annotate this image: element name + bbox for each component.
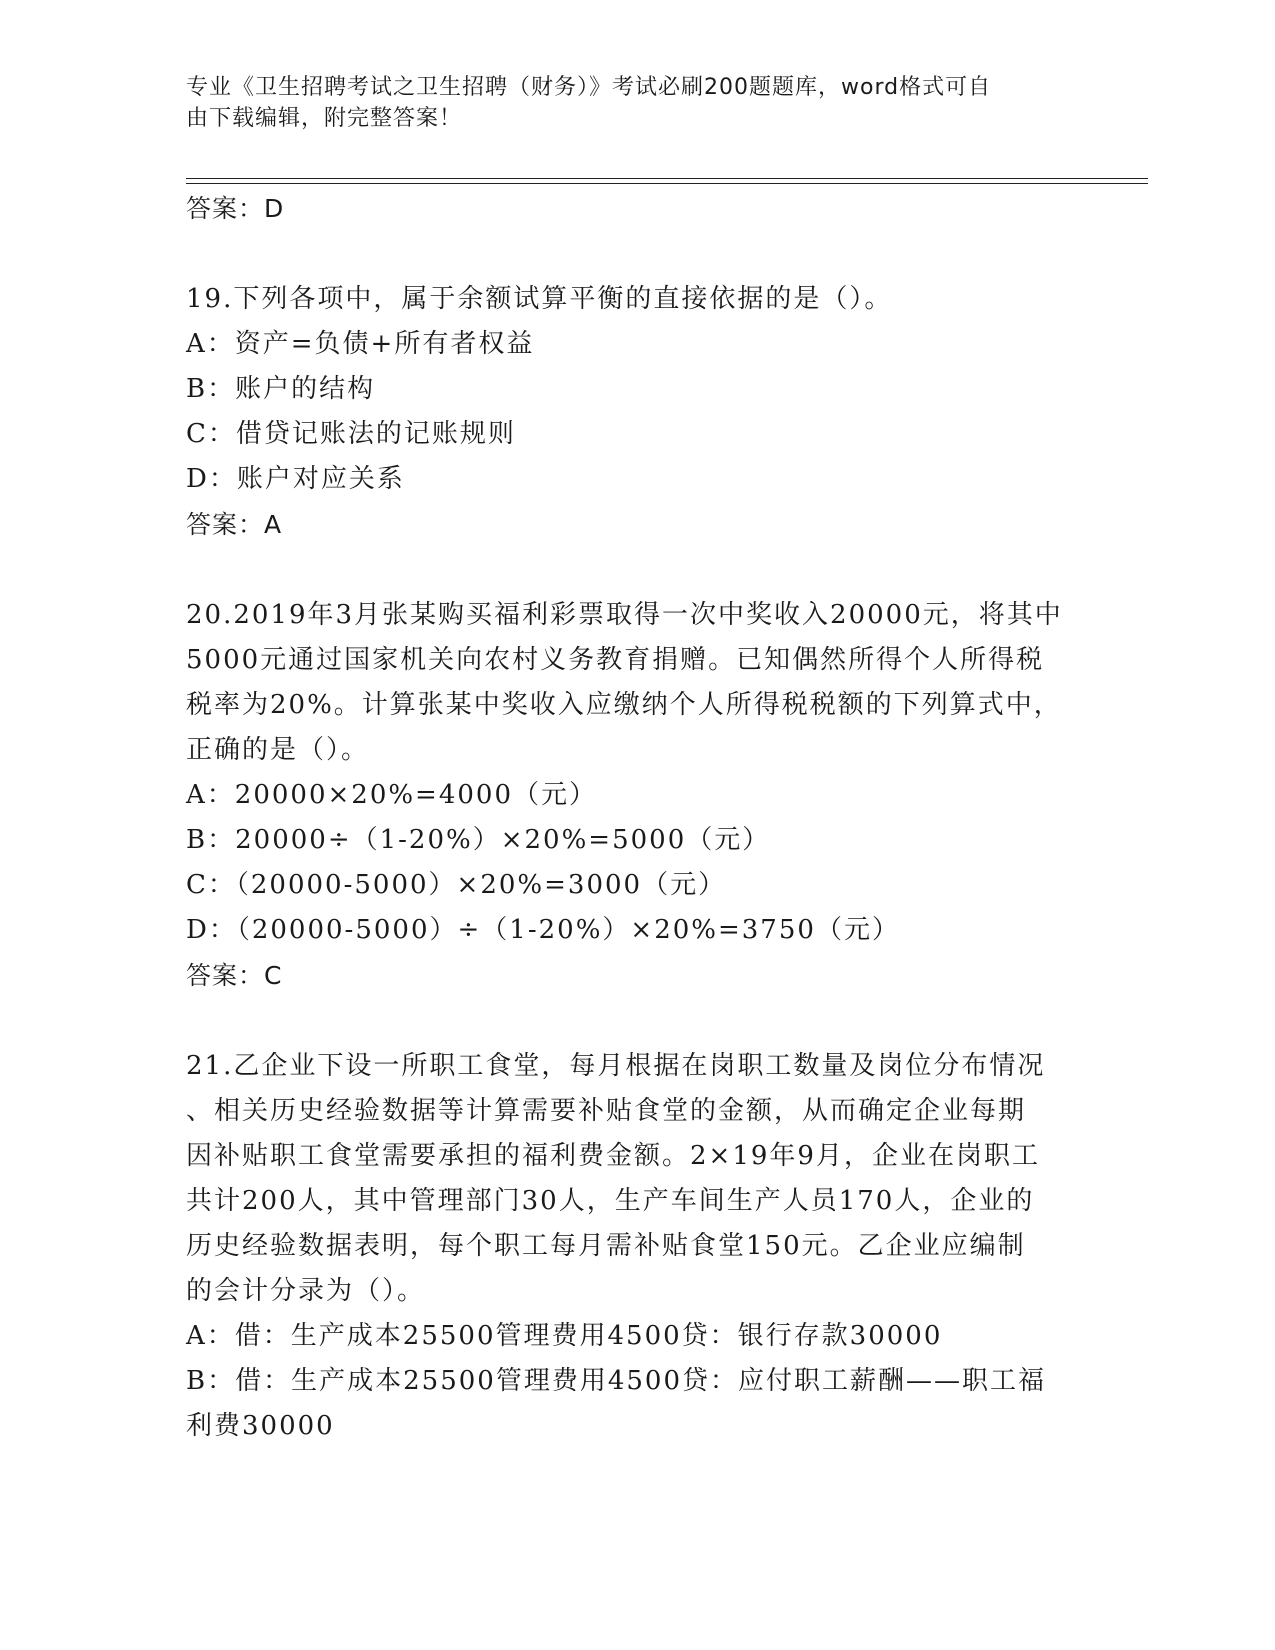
question-text-line: 历史经验数据表明，每个职工每月需补贴食堂150元。乙企业应编制 bbox=[186, 1231, 1026, 1261]
question-text-line: 因补贴职工食堂需要承担的福利费金额。2×19年9月，企业在岗职工 bbox=[186, 1141, 1040, 1171]
question-19 bbox=[186, 277, 1086, 547]
option-a: A：20000×20%=4000（元） bbox=[186, 780, 598, 810]
option-d: D：（20000-5000）÷（1-20%）×20%=3750（元） bbox=[186, 915, 900, 945]
option-b: B：借：生产成本25500管理费用4500贷：应付职工薪酬——职工福 bbox=[186, 1366, 1046, 1396]
header-line: 专业《卫生招聘考试之卫生招聘（财务）》考试必刷200题题库，word格式可自 bbox=[186, 75, 992, 100]
question-text-line: 正确的是（）。 bbox=[186, 735, 370, 765]
option-a: A：借：生产成本25500管理费用4500贷：银行存款30000 bbox=[186, 1321, 943, 1351]
option-b: B：账户的结构 bbox=[186, 374, 376, 404]
option-b-continued: 利费30000 bbox=[186, 1411, 335, 1441]
header-divider bbox=[186, 178, 1148, 179]
question-text-line: 税率为20%。计算张某中奖收入应缴纳个人所得税税额的下列算式中， bbox=[186, 690, 1062, 720]
answer-label: 答案：D bbox=[186, 194, 285, 223]
question-text-line: 5000元通过国家机关向农村义务教育捐赠。已知偶然所得个人所得税 bbox=[186, 645, 1045, 675]
question-text: 19.下列各项中，属于余额试算平衡的直接依据的是（）。 bbox=[186, 284, 893, 314]
document-header bbox=[186, 72, 1066, 134]
question-text-line: 的会计分录为（）。 bbox=[186, 1276, 426, 1306]
question-text-line: 21.乙企业下设一所职工食堂，每月根据在岗职工数量及岗位分布情况 bbox=[186, 1051, 1046, 1081]
question-text-line: 共计200人，其中管理部门30人，生产车间生产人员170人，企业的 bbox=[186, 1186, 1035, 1216]
answer-label: 答案：A bbox=[186, 510, 283, 539]
option-c: C：（20000-5000）×20%=3000（元） bbox=[186, 870, 727, 900]
question-text-line: 、相关历史经验数据等计算需要补贴食堂的金额，从而确定企业每期 bbox=[186, 1096, 1027, 1126]
header-divider bbox=[186, 183, 1148, 184]
question-20 bbox=[186, 593, 1086, 998]
header-line: 由下载编辑，附完整答案！ bbox=[186, 106, 463, 131]
question-text-line: 20.2019年3月张某购买福利彩票取得一次中奖收入20000元，将其中 bbox=[186, 600, 1063, 630]
answer-label: 答案：C bbox=[186, 961, 283, 990]
option-a: A：资产=负债+所有者权益 bbox=[186, 329, 535, 359]
option-c: C：借贷记账法的记账规则 bbox=[186, 419, 516, 449]
question-21 bbox=[186, 1044, 1086, 1449]
option-d: D：账户对应关系 bbox=[186, 464, 405, 494]
question-content bbox=[186, 186, 1086, 1449]
option-b: B：20000÷（1-20%）×20%=5000（元） bbox=[186, 825, 771, 855]
